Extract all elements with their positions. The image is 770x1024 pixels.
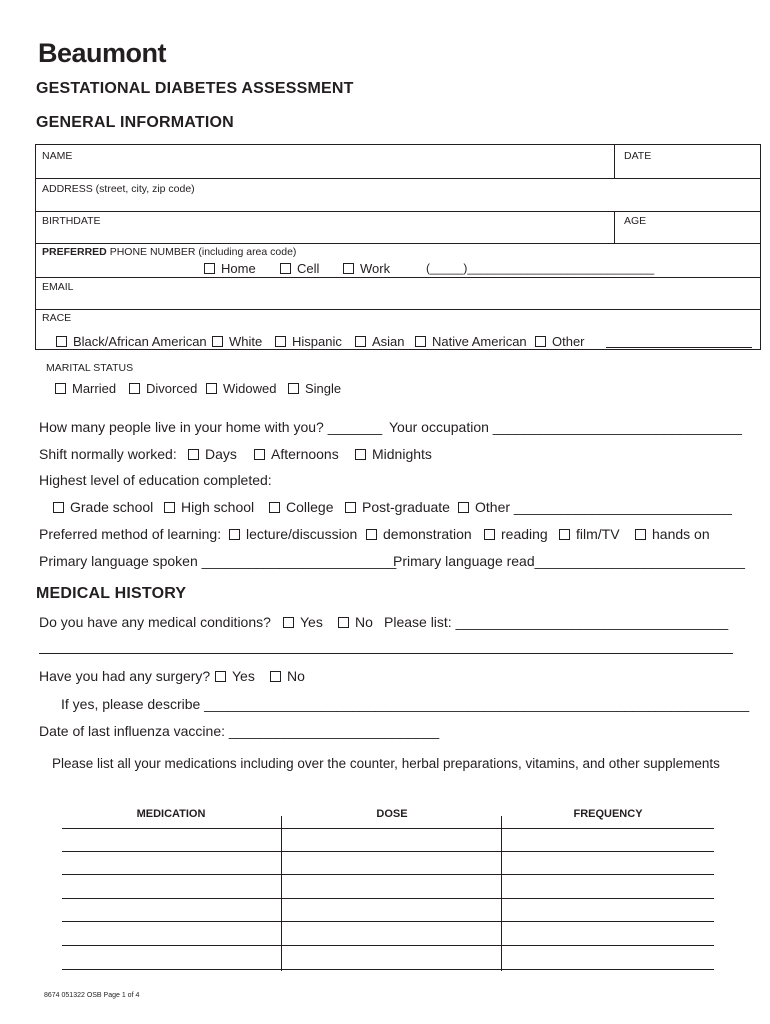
race-option[interactable]: Hispanic <box>275 334 342 349</box>
checkbox[interactable] <box>53 502 64 513</box>
learning-option[interactable]: hands on <box>635 526 710 542</box>
household-question[interactable]: How many people live in your home with you? _______ <box>39 419 383 435</box>
table-row[interactable] <box>62 828 714 829</box>
conditions-extra-line[interactable] <box>39 653 733 654</box>
race-other-line[interactable] <box>606 347 752 348</box>
race-option[interactable]: Other <box>535 334 585 349</box>
checkbox[interactable] <box>229 529 240 540</box>
checkbox[interactable] <box>56 336 67 347</box>
education-question: Highest level of education completed: <box>39 472 272 488</box>
checkbox[interactable] <box>212 336 223 347</box>
email-label: EMAIL <box>42 281 74 293</box>
education-option[interactable]: Grade school <box>53 499 153 515</box>
form-title: GESTATIONAL DIABETES ASSESSMENT <box>36 80 354 97</box>
marital-option[interactable]: Divorced <box>129 381 197 396</box>
table-column-divider <box>501 816 502 971</box>
checkbox[interactable] <box>280 263 291 274</box>
brand-logo: Beaumont <box>38 38 167 68</box>
checkbox[interactable] <box>269 502 280 513</box>
address-label: ADDRESS (street, city, zip code) <box>42 183 195 195</box>
flu-vaccine-field[interactable]: Date of last influenza vaccine: ___________________________ <box>39 723 440 739</box>
education-option[interactable]: Post-graduate <box>345 499 450 515</box>
table-header-frequency: FREQUENCY <box>573 808 643 820</box>
conditions-no[interactable]: No <box>338 614 373 630</box>
learning-option[interactable]: reading <box>484 526 548 542</box>
checkbox[interactable] <box>288 383 299 394</box>
language-read-field[interactable]: Primary language read___________________________ <box>393 553 745 569</box>
marital-label: MARITAL STATUS <box>46 362 134 374</box>
shift-question: Shift normally worked: <box>39 446 177 462</box>
race-option[interactable]: White <box>212 334 262 349</box>
general-info-box <box>35 144 761 350</box>
surgery-question: Have you had any surgery? <box>39 668 211 684</box>
medications-intro: Please list all your medications including over the counter, herbal preparations, vitamins, and other supplements <box>52 756 720 771</box>
language-spoken-field[interactable]: Primary language spoken _________________________ <box>39 553 397 569</box>
age-label: AGE <box>624 215 647 227</box>
table-row[interactable] <box>62 945 714 946</box>
birthdate-label: BIRTHDATE <box>42 215 101 227</box>
medical-history-heading: MEDICAL HISTORY <box>36 585 187 602</box>
occupation-question[interactable]: Your occupation ________________________________ <box>389 419 742 435</box>
surgery-yes[interactable]: Yes <box>215 668 255 684</box>
phone-label: PREFERRED PHONE NUMBER (including area code) <box>42 246 297 258</box>
checkbox[interactable] <box>345 502 356 513</box>
race-option[interactable]: Black/African American <box>56 334 207 349</box>
checkbox[interactable] <box>484 529 495 540</box>
checkbox[interactable] <box>164 502 175 513</box>
race-option[interactable]: Native American <box>415 334 527 349</box>
conditions-list-field[interactable]: Please list: ___________________________________ <box>384 614 729 630</box>
table-row[interactable] <box>62 851 714 852</box>
shift-option[interactable]: Midnights <box>355 446 432 462</box>
checkbox[interactable] <box>275 336 286 347</box>
phone-home-option[interactable]: Home <box>204 261 256 276</box>
checkbox[interactable] <box>338 617 349 628</box>
checkbox[interactable] <box>559 529 570 540</box>
conditions-yes[interactable]: Yes <box>283 614 323 630</box>
marital-option[interactable]: Single <box>288 381 341 396</box>
phone-cell-option[interactable]: Cell <box>280 261 319 276</box>
checkbox[interactable] <box>355 336 366 347</box>
table-row[interactable] <box>62 969 714 970</box>
learning-option[interactable]: lecture/discussion <box>229 526 357 542</box>
checkbox[interactable] <box>215 671 226 682</box>
table-row[interactable] <box>62 921 714 922</box>
checkbox[interactable] <box>188 449 199 460</box>
phone-number-blank[interactable]: (_____)____________________________ <box>426 261 655 275</box>
checkbox[interactable] <box>458 502 469 513</box>
date-label: DATE <box>624 150 652 162</box>
table-column-divider <box>281 816 282 971</box>
checkbox[interactable] <box>129 383 140 394</box>
shift-option[interactable]: Days <box>188 446 237 462</box>
marital-option[interactable]: Married <box>55 381 116 396</box>
checkbox[interactable] <box>355 449 366 460</box>
checkbox[interactable] <box>283 617 294 628</box>
footer-code: 8674 051322 OSB Page 1 of 4 <box>44 992 140 999</box>
education-option[interactable]: College <box>269 499 333 515</box>
phone-work-option[interactable]: Work <box>343 261 390 276</box>
name-label: NAME <box>42 150 73 162</box>
checkbox[interactable] <box>270 671 281 682</box>
general-info-heading: GENERAL INFORMATION <box>36 114 234 131</box>
conditions-question: Do you have any medical conditions? <box>39 614 271 630</box>
surgery-no[interactable]: No <box>270 668 305 684</box>
checkbox[interactable] <box>206 383 217 394</box>
table-header-dose: DOSE <box>376 808 408 820</box>
race-label: RACE <box>42 312 72 324</box>
table-header-medication: MEDICATION <box>136 808 206 820</box>
learning-option[interactable]: demonstration <box>366 526 472 542</box>
learning-option[interactable]: film/TV <box>559 526 620 542</box>
checkbox[interactable] <box>55 383 66 394</box>
checkbox[interactable] <box>535 336 546 347</box>
checkbox[interactable] <box>343 263 354 274</box>
shift-option[interactable]: Afternoons <box>254 446 339 462</box>
surgery-describe-field[interactable]: If yes, please describe ______________________________________________________________________ <box>61 696 750 712</box>
checkbox[interactable] <box>635 529 646 540</box>
education-option[interactable]: High school <box>164 499 254 515</box>
table-row[interactable] <box>62 874 714 875</box>
checkbox[interactable] <box>204 263 215 274</box>
checkbox[interactable] <box>366 529 377 540</box>
race-option[interactable]: Asian <box>355 334 405 349</box>
learning-question: Preferred method of learning: <box>39 526 222 542</box>
marital-option[interactable]: Widowed <box>206 381 276 396</box>
education-option[interactable]: Other ____________________________ <box>458 499 732 515</box>
checkbox[interactable] <box>415 336 426 347</box>
checkbox[interactable] <box>254 449 265 460</box>
table-row[interactable] <box>62 898 714 899</box>
